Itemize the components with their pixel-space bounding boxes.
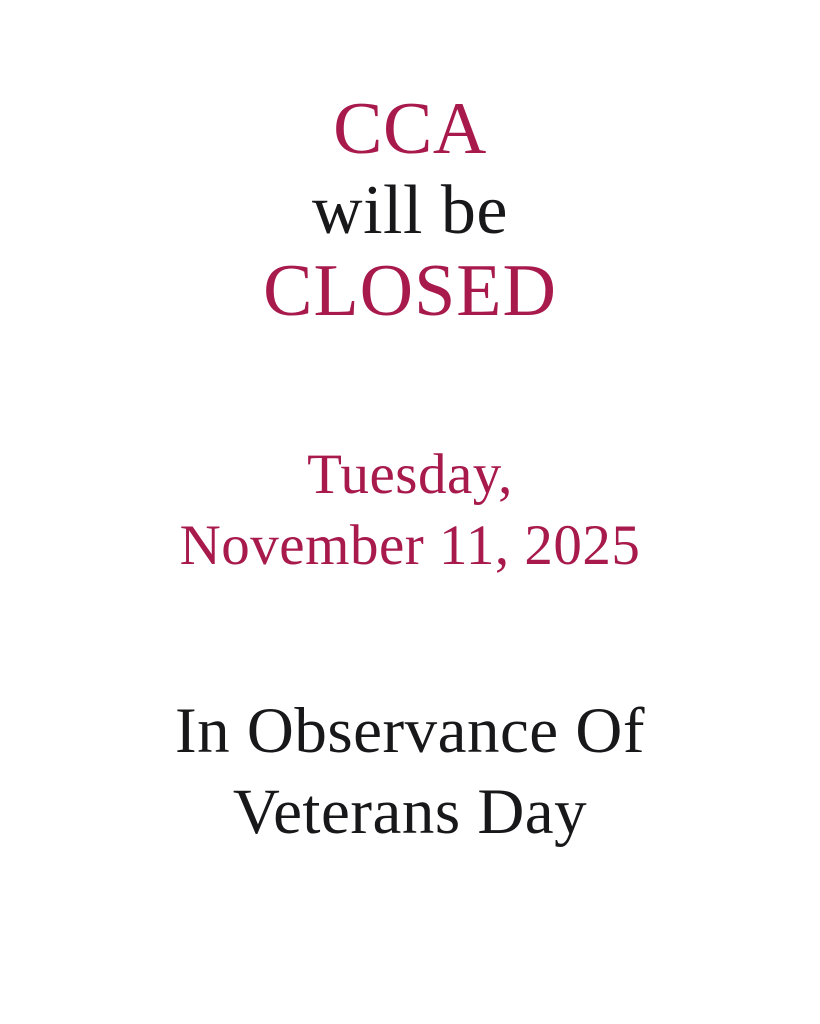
closure-reason-line-1: In Observance Of bbox=[174, 695, 645, 767]
organization-name: CCA bbox=[333, 88, 487, 170]
closure-weekday: Tuesday, bbox=[307, 443, 513, 506]
closure-reason-block bbox=[174, 695, 645, 848]
closure-verb: will be bbox=[312, 172, 508, 249]
closure-reason-line-2: Veterans Day bbox=[232, 776, 588, 848]
closure-status: CLOSED bbox=[263, 250, 557, 332]
closure-date: November 11, 2025 bbox=[179, 514, 641, 577]
closure-date-block bbox=[179, 443, 641, 577]
closure-statement-block bbox=[263, 88, 557, 332]
